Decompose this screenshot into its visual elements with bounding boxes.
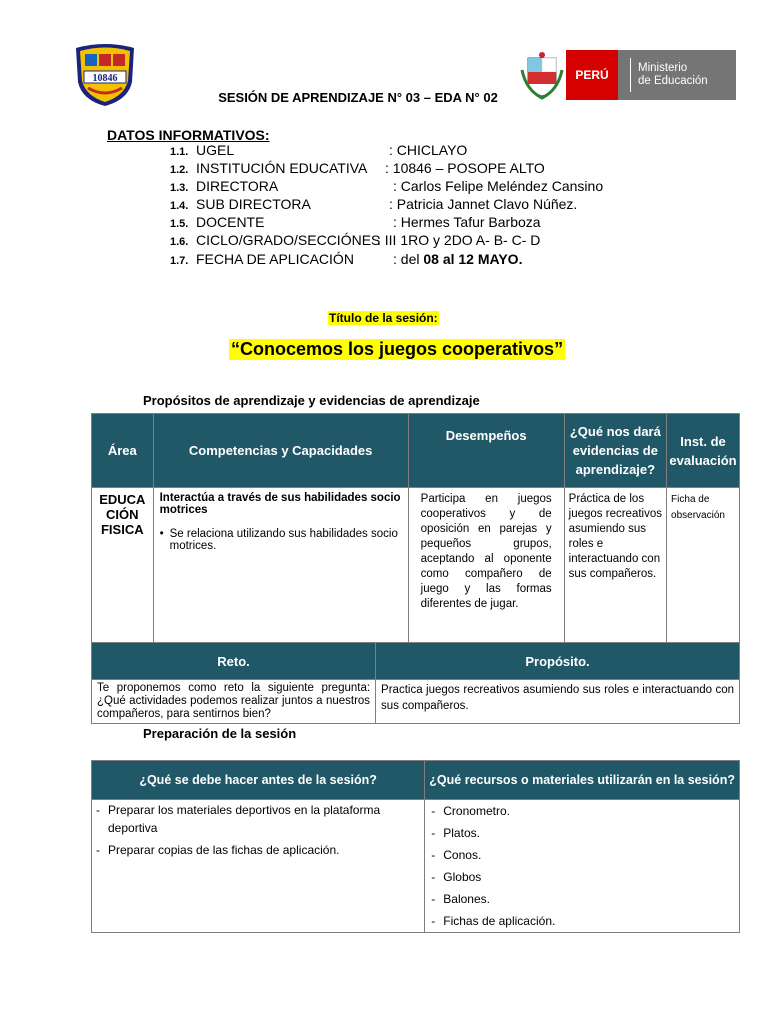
area-cell: EDUCA CIÓN FISICA — [92, 488, 154, 660]
datos-heading: DATOS INFORMATIVOS: — [107, 127, 270, 143]
col-instrumento: Inst. de evaluación — [667, 414, 740, 488]
list-item: - Platos. — [431, 826, 480, 840]
session-title: “Conocemos los juegos cooperativos” — [231, 339, 564, 359]
col-proposito: Propósito. — [376, 643, 740, 680]
col-antes: ¿Qué se debe hacer antes de la sesión? — [92, 761, 425, 800]
page-title: SESIÓN DE APRENDIZAJE N° 03 – EDA N° 02 — [218, 90, 498, 105]
col-competencias: Competencias y Capacidades — [153, 414, 408, 488]
preparacion-heading: Preparación de la sesión — [143, 726, 297, 741]
propositos-heading: Propósitos de aprendizaje y evidencias de aprendizaje — [143, 393, 480, 408]
col-area: Área — [92, 414, 154, 488]
datos-row-directora: 1.3. DIRECTORA : Carlos Felipe Meléndez Cansino — [170, 178, 604, 194]
proposito-cell: Practica juegos recreativos asumiendo sus roles e interactuando con sus compañeros. — [376, 680, 740, 724]
list-item: - Conos. — [431, 848, 482, 862]
datos-row-ciclo: 1.6. CICLO/GRADO/SECCIÓNES : III 1RO y 2DO A- B- C- D — [170, 232, 541, 248]
instrumento-cell: Ficha de observación — [667, 488, 740, 660]
competencia-cell — [153, 488, 408, 660]
col-evidencias: ¿Qué nos dará evidencias de aprendizaje? — [564, 414, 666, 488]
table-row — [92, 800, 740, 933]
recursos-cell — [425, 800, 740, 933]
table-row — [92, 488, 740, 660]
peru-label: PERÚ — [566, 50, 618, 100]
reto-table — [91, 642, 740, 724]
list-item: - Preparar copias de las fichas de aplicación. — [96, 843, 340, 857]
list-item: - Cronometro. — [431, 804, 510, 818]
session-title-label: Título de la sesión: — [329, 311, 438, 325]
col-recursos: ¿Qué recursos o materiales utilizarán en la sesión? — [425, 761, 740, 800]
datos-row-subdirectora: 1.4. SUB DIRECTORA : Patricia Jannet Clavo Núñez. — [170, 196, 578, 212]
col-desempenos: Desempeños — [408, 414, 564, 488]
datos-row-ugel: 1.1. UGEL : CHICLAYO — [170, 142, 468, 158]
desempeno-cell: Participa en juegos cooperativos y de oposición en parejas y pequeños grupos, aceptando al oponente como compañero de juego y las formas diferentes de jugar. — [408, 488, 564, 660]
list-item: - Fichas de aplicación. — [431, 914, 556, 928]
list-item: - Balones. — [431, 892, 490, 906]
reto-cell: Te proponemos como reto la siguiente pregunta: ¿Qué actividades podemos realizar juntos a nuestros compañeros, para sentirnos bien? — [92, 680, 376, 724]
list-item: - Preparar los materiales deportivos en la plataforma deportiva — [96, 803, 381, 835]
preparacion-table — [91, 760, 740, 933]
capacidad-item: • Se relaciona utilizando sus habilidades socio motrices. — [159, 528, 398, 552]
col-reto: Reto. — [92, 643, 376, 680]
svg-text:10846: 10846 — [92, 73, 118, 84]
propositos-table — [91, 413, 740, 660]
datos-row-fecha: 1.7. FECHA DE APLICACIÓN : del 08 al 12 MAYO. — [170, 251, 523, 267]
evidencia-cell: Práctica de los juegos recreativos asumiendo sus roles e interactuando con sus compañeros. — [564, 488, 666, 660]
bullet-icon: • — [159, 528, 164, 540]
ministry-line1: Ministerio — [638, 62, 688, 74]
antes-cell — [92, 800, 425, 933]
competencia-title: Interactúa a través de sus habilidades socio motrices — [159, 492, 401, 516]
datos-row-institucion: 1.2. INSTITUCIÓN EDUCATIVA : 10846 – POSOPE ALTO — [170, 160, 545, 176]
ministry-line2: de Educación — [638, 75, 708, 87]
datos-row-docente: 1.5. DOCENTE : Hermes Tafur Barboza — [170, 214, 541, 230]
list-item: - Globos — [431, 870, 482, 884]
table-row — [92, 680, 740, 724]
